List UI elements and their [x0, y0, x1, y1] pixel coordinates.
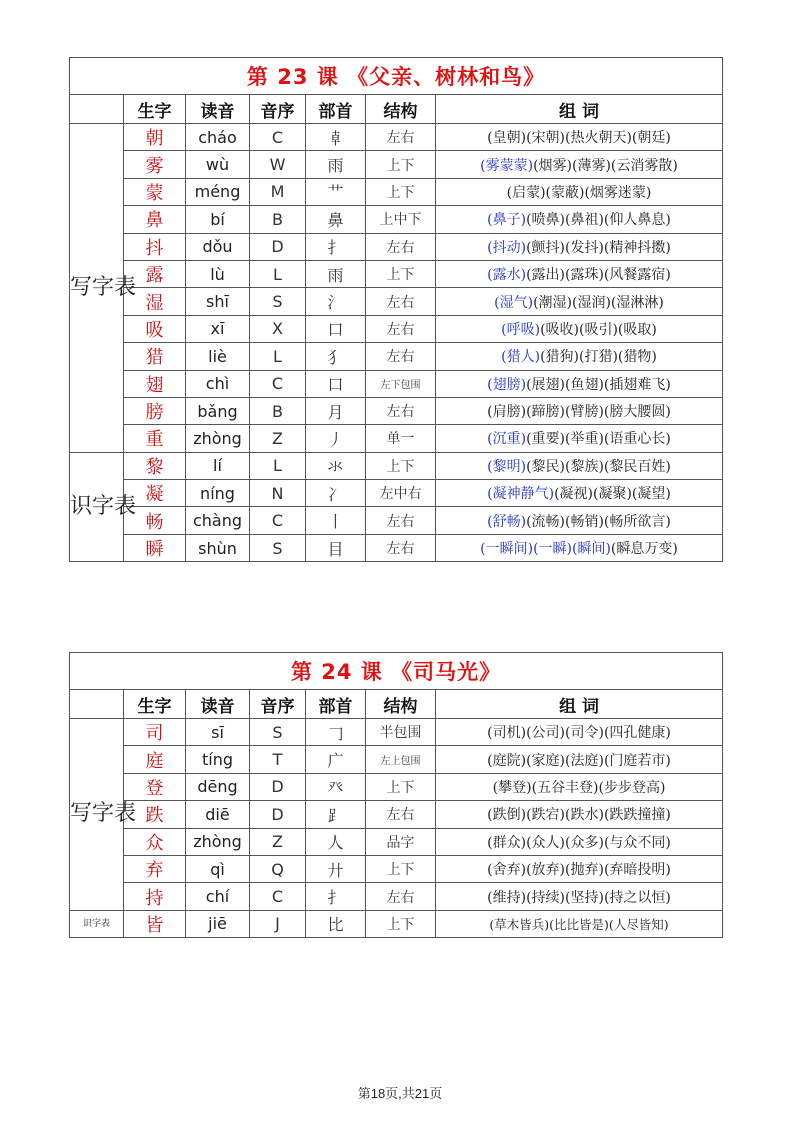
table-row — [70, 397, 723, 424]
structure: 上下 — [366, 178, 436, 205]
radical: 口 — [306, 315, 366, 342]
phonetic-order: D — [250, 233, 306, 260]
header-pinyin: 读音 — [186, 690, 250, 719]
radical: 月 — [306, 397, 366, 424]
phonetic-order: C — [250, 370, 306, 397]
pinyin: shī — [186, 288, 250, 315]
structure: 上下 — [366, 773, 436, 800]
section-label: 写字表 — [70, 719, 124, 911]
word-list — [436, 151, 723, 178]
word-list — [436, 855, 723, 882]
table-row — [70, 343, 723, 370]
character: 司 — [124, 719, 186, 746]
header-radical: 部首 — [306, 690, 366, 719]
structure: 上下 — [366, 855, 436, 882]
table-row — [70, 480, 723, 507]
character: 抖 — [124, 233, 186, 260]
phonetic-order: L — [250, 260, 306, 287]
words: (流畅)(畅销)(畅所欲言) — [526, 513, 671, 530]
structure: 上下 — [366, 910, 436, 937]
pinyin: liè — [186, 343, 250, 370]
structure: 上下 — [366, 260, 436, 287]
table-row — [70, 178, 723, 205]
phonetic-order: S — [250, 534, 306, 561]
radical: 廾 — [306, 855, 366, 882]
pinyin: sī — [186, 719, 250, 746]
table-row — [70, 719, 723, 746]
structure: 左右 — [366, 233, 436, 260]
character: 吸 — [124, 315, 186, 342]
radical: 𠦝 — [306, 124, 366, 151]
lesson-title: 第 23 课 《父亲、树林和鸟》 — [70, 58, 723, 95]
character: 蒙 — [124, 178, 186, 205]
phonetic-order: N — [250, 480, 306, 507]
words: (启蒙)(蒙蔽)(烟雾迷蒙) — [506, 184, 652, 201]
radical: 雨 — [306, 151, 366, 178]
table-row — [70, 370, 723, 397]
table-row — [70, 507, 723, 534]
word-list — [436, 746, 723, 773]
structure: 左右 — [366, 315, 436, 342]
word-list — [436, 452, 723, 479]
words: (舍弃)(放弃)(抛弃)(弃暗投明) — [487, 862, 671, 879]
pinyin: chì — [186, 370, 250, 397]
character: 登 — [124, 773, 186, 800]
word-list — [436, 828, 723, 855]
radical: 冫 — [306, 480, 366, 507]
table-row — [70, 288, 723, 315]
character: 湿 — [124, 288, 186, 315]
character: 翅 — [124, 370, 186, 397]
radical: 癶 — [306, 773, 366, 800]
pinyin: bǎng — [186, 397, 250, 424]
words: (肩膀)(蹄膀)(臂膀)(膀大腰圆) — [487, 404, 671, 421]
word-list — [436, 370, 723, 397]
table-row — [70, 910, 723, 937]
table-row — [70, 534, 723, 561]
pinyin: dēng — [186, 773, 250, 800]
page-number: 第18页,共21页 — [357, 1086, 443, 1101]
table-row — [70, 452, 723, 479]
pinyin: wù — [186, 151, 250, 178]
highlighted-words: (湿气) — [494, 294, 534, 311]
pinyin: zhòng — [186, 828, 250, 855]
words: (庭院)(家庭)(法庭)(门庭若市) — [487, 752, 671, 769]
highlighted-words: (露水) — [487, 267, 527, 284]
character: 猎 — [124, 343, 186, 370]
words: (猎狗)(打猎)(猎物) — [540, 349, 657, 366]
table-row — [70, 801, 723, 828]
character: 跌 — [124, 801, 186, 828]
phonetic-order: B — [250, 206, 306, 233]
words: (凝视)(凝聚)(凝望) — [554, 486, 671, 503]
words: (皇朝)(宋朝)(热火朝天)(朝廷) — [487, 130, 671, 147]
structure: 半包围 — [366, 719, 436, 746]
radical: 艹 — [306, 178, 366, 205]
structure: 左右 — [366, 124, 436, 151]
words: (展翅)(鱼翅)(插翅难飞) — [526, 376, 671, 393]
word-list — [436, 260, 723, 287]
radical: 氵 — [306, 288, 366, 315]
highlighted-words: (黎明) — [487, 458, 527, 475]
character: 凝 — [124, 480, 186, 507]
header-structure: 结构 — [366, 690, 436, 719]
highlighted-words: (呼吸) — [501, 321, 541, 338]
header-char: 生字 — [124, 690, 186, 719]
phonetic-order: Q — [250, 855, 306, 882]
radical: 丨 — [306, 507, 366, 534]
word-list — [436, 534, 723, 561]
header-pinyin: 读音 — [186, 95, 250, 124]
words: (司机)(公司)(司令)(四孔健康) — [487, 725, 671, 742]
phonetic-order: D — [250, 801, 306, 828]
pinyin: cháo — [186, 124, 250, 151]
words: (黎民)(黎族)(黎民百姓) — [526, 458, 671, 475]
radical: 比 — [306, 910, 366, 937]
header-blank — [70, 95, 124, 124]
words: (草木皆兵)(比比皆是)(人尽皆知) — [489, 916, 669, 932]
word-list — [436, 288, 723, 315]
character: 鼻 — [124, 206, 186, 233]
phonetic-order: B — [250, 397, 306, 424]
word-list — [436, 801, 723, 828]
highlighted-words: (雾蒙蒙) — [480, 157, 534, 174]
structure: 品字 — [366, 828, 436, 855]
header-structure: 结构 — [366, 95, 436, 124]
pinyin: diē — [186, 801, 250, 828]
lesson-table-24 — [69, 652, 723, 938]
words: (群众)(众人)(众多)(与众不同) — [487, 834, 671, 851]
structure: 左右 — [366, 801, 436, 828]
pinyin: níng — [186, 480, 250, 507]
character: 皆 — [124, 910, 186, 937]
pinyin: lí — [186, 452, 250, 479]
character: 畅 — [124, 507, 186, 534]
highlighted-words: (舒畅) — [487, 513, 527, 530]
header-blank — [70, 690, 124, 719]
words: (跌倒)(跌宕)(跌水)(跌跌撞撞) — [487, 807, 671, 824]
phonetic-order: J — [250, 910, 306, 937]
radical: 雨 — [306, 260, 366, 287]
radical: 人 — [306, 828, 366, 855]
character: 露 — [124, 260, 186, 287]
radical: 扌 — [306, 233, 366, 260]
word-list — [436, 773, 723, 800]
highlighted-words: (凝神静气) — [487, 486, 555, 503]
table-row — [70, 425, 723, 452]
pinyin: xī — [186, 315, 250, 342]
highlighted-words: (沉重) — [487, 431, 527, 448]
structure: 左右 — [366, 343, 436, 370]
radical: 鼻 — [306, 206, 366, 233]
word-list — [436, 507, 723, 534]
words: (露出)(露珠)(风餐露宿) — [526, 267, 671, 284]
table-row — [70, 124, 723, 151]
word-list — [436, 343, 723, 370]
words: (颤抖)(发抖)(精神抖擞) — [526, 239, 671, 256]
table-row — [70, 233, 723, 260]
radical: 目 — [306, 534, 366, 561]
word-list — [436, 124, 723, 151]
section-label: 识字表 — [70, 910, 124, 937]
header-words: 组 词 — [436, 95, 723, 124]
highlighted-words: (翅膀) — [487, 376, 527, 393]
table-row — [70, 883, 723, 910]
radical: ⻊ — [306, 801, 366, 828]
pinyin: tíng — [186, 746, 250, 773]
words: (重要)(举重)(语重心长) — [526, 431, 671, 448]
radical: 口 — [306, 370, 366, 397]
radical: 氺 — [306, 452, 366, 479]
words: (瞬息万变) — [610, 541, 678, 558]
highlighted-words: (一瞬间)(一瞬)(瞬间) — [480, 541, 611, 558]
section-label: 写字表 — [70, 124, 124, 453]
pinyin: zhòng — [186, 425, 250, 452]
phonetic-order: Z — [250, 828, 306, 855]
structure: 左右 — [366, 534, 436, 561]
structure: 上下 — [366, 452, 436, 479]
table-row — [70, 151, 723, 178]
character: 雾 — [124, 151, 186, 178]
words: (烟雾)(薄雾)(云消雾散) — [533, 157, 678, 174]
header-order: 音序 — [250, 95, 306, 124]
lesson-title-row — [70, 58, 723, 95]
pinyin: bí — [186, 206, 250, 233]
structure: 左右 — [366, 883, 436, 910]
highlighted-words: (猎人) — [501, 349, 541, 366]
table-row — [70, 206, 723, 233]
phonetic-order: L — [250, 343, 306, 370]
pinyin: chàng — [186, 507, 250, 534]
words: (喷鼻)(鼻祖)(仰人鼻息) — [526, 212, 671, 229]
header-char: 生字 — [124, 95, 186, 124]
table-row — [70, 828, 723, 855]
pinyin: qì — [186, 855, 250, 882]
lesson-table-23 — [69, 57, 723, 562]
table-row — [70, 315, 723, 342]
character: 瞬 — [124, 534, 186, 561]
character: 庭 — [124, 746, 186, 773]
character: 重 — [124, 425, 186, 452]
structure: 上中下 — [366, 206, 436, 233]
radical: 扌 — [306, 883, 366, 910]
character: 膀 — [124, 397, 186, 424]
table-row — [70, 746, 723, 773]
radical: 广 — [306, 746, 366, 773]
structure: 上下 — [366, 151, 436, 178]
character: 持 — [124, 883, 186, 910]
pinyin: dǒu — [186, 233, 250, 260]
word-list — [436, 910, 723, 937]
word-list — [436, 206, 723, 233]
structure: 左右 — [366, 288, 436, 315]
radical: 𠃌 — [306, 719, 366, 746]
pinyin: méng — [186, 178, 250, 205]
table-row — [70, 260, 723, 287]
pinyin: chí — [186, 883, 250, 910]
section-label: 识字表 — [70, 452, 124, 562]
phonetic-order: S — [250, 288, 306, 315]
highlighted-words: (抖动) — [487, 239, 527, 256]
word-list — [436, 315, 723, 342]
lesson-title-row — [70, 653, 723, 690]
words: (吸收)(吸引)(吸取) — [540, 321, 657, 338]
column-header-row — [70, 95, 723, 124]
word-list — [436, 719, 723, 746]
words: (维持)(持续)(坚持)(持之以恒) — [487, 889, 671, 906]
phonetic-order: D — [250, 773, 306, 800]
phonetic-order: L — [250, 452, 306, 479]
character: 黎 — [124, 452, 186, 479]
structure: 左上包围 — [366, 746, 436, 773]
highlighted-words: (鼻子) — [487, 212, 527, 229]
character: 弃 — [124, 855, 186, 882]
word-list — [436, 233, 723, 260]
header-words: 组 词 — [436, 690, 723, 719]
table-row — [70, 773, 723, 800]
word-list — [436, 425, 723, 452]
character: 朝 — [124, 124, 186, 151]
table-row — [70, 855, 723, 882]
word-list — [436, 883, 723, 910]
word-list — [436, 397, 723, 424]
word-list — [436, 178, 723, 205]
structure: 左下包围 — [366, 370, 436, 397]
header-radical: 部首 — [306, 95, 366, 124]
phonetic-order: C — [250, 883, 306, 910]
phonetic-order: M — [250, 178, 306, 205]
phonetic-order: C — [250, 507, 306, 534]
pinyin: lù — [186, 260, 250, 287]
phonetic-order: Z — [250, 425, 306, 452]
structure: 单一 — [366, 425, 436, 452]
word-list — [436, 480, 723, 507]
radical: 丿 — [306, 425, 366, 452]
pinyin: jiē — [186, 910, 250, 937]
column-header-row — [70, 690, 723, 719]
phonetic-order: T — [250, 746, 306, 773]
lesson-title: 第 24 课 《司马光》 — [70, 653, 723, 690]
structure: 左右 — [366, 507, 436, 534]
header-order: 音序 — [250, 690, 306, 719]
phonetic-order: S — [250, 719, 306, 746]
words: (潮湿)(湿润)(湿淋淋) — [533, 294, 664, 311]
radical: 犭 — [306, 343, 366, 370]
phonetic-order: C — [250, 124, 306, 151]
phonetic-order: W — [250, 151, 306, 178]
pinyin: shùn — [186, 534, 250, 561]
structure: 左中右 — [366, 480, 436, 507]
phonetic-order: X — [250, 315, 306, 342]
character: 众 — [124, 828, 186, 855]
structure: 左右 — [366, 397, 436, 424]
words: (攀登)(五谷丰登)(步步登高) — [492, 779, 666, 796]
